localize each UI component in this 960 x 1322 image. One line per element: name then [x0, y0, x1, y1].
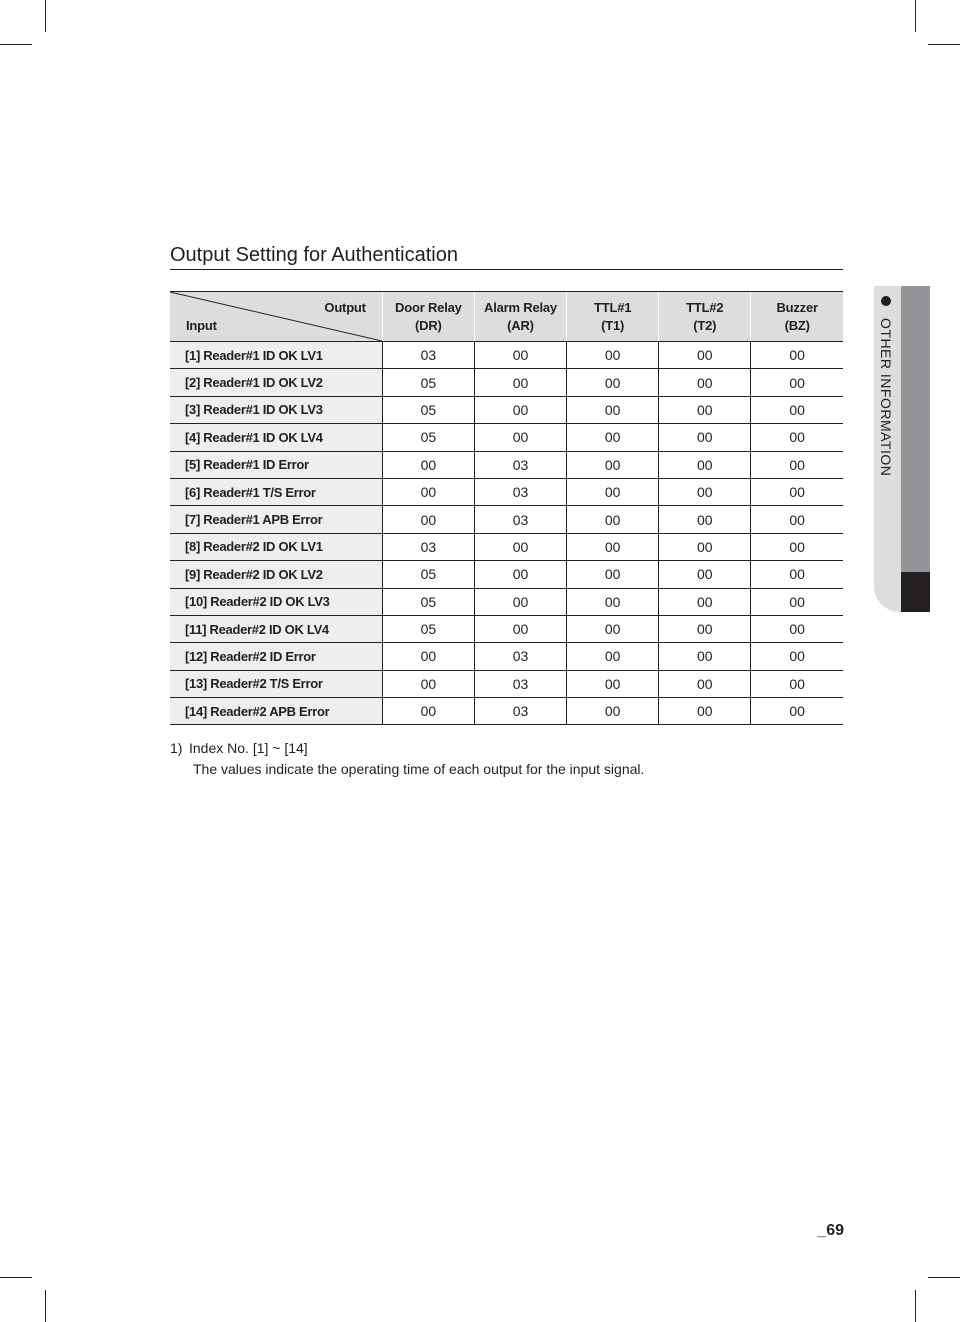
output-value-cell: 00 [382, 506, 474, 533]
column-header-code: (DR) [415, 317, 442, 333]
output-value-cell: 00 [751, 478, 843, 505]
output-value-cell: 00 [659, 698, 751, 725]
crop-mark [0, 1277, 32, 1278]
table-row [170, 342, 843, 369]
output-setting-table [170, 291, 843, 725]
output-value-cell: 00 [659, 478, 751, 505]
output-value-cell: 00 [659, 615, 751, 642]
output-value-cell: 00 [751, 451, 843, 478]
output-value-cell: 03 [474, 451, 566, 478]
bullet-dot-icon [881, 296, 891, 306]
output-value-cell: 00 [474, 615, 566, 642]
output-value-cell: 03 [382, 342, 474, 369]
output-value-cell: 00 [567, 506, 659, 533]
table-row [170, 588, 843, 615]
output-value-cell: 00 [567, 698, 659, 725]
output-value-cell: 03 [474, 506, 566, 533]
table-row [170, 451, 843, 478]
output-value-cell: 00 [751, 643, 843, 670]
section-title: Output Setting for Authentication [170, 244, 458, 266]
output-value-cell: 00 [659, 396, 751, 423]
output-value-cell: 00 [567, 396, 659, 423]
table-row [170, 615, 843, 642]
output-value-cell: 00 [474, 533, 566, 560]
output-value-cell: 00 [751, 506, 843, 533]
table-row [170, 506, 843, 533]
output-value-cell: 00 [474, 588, 566, 615]
table-header-row [170, 292, 843, 342]
input-signal-cell: [14] Reader#2 APB Error [170, 698, 382, 725]
input-signal-cell: [5] Reader#1 ID Error [170, 451, 382, 478]
corner-header [170, 292, 382, 342]
column-header-code: (T1) [601, 317, 625, 333]
footnote-number: 1) [170, 740, 183, 756]
output-value-cell: 00 [567, 588, 659, 615]
output-value-cell: 00 [751, 396, 843, 423]
column-header [751, 292, 843, 342]
output-value-cell: 00 [567, 478, 659, 505]
output-value-cell: 00 [751, 342, 843, 369]
input-signal-cell: [13] Reader#2 T/S Error [170, 670, 382, 697]
output-value-cell: 05 [382, 396, 474, 423]
column-header-code: (T2) [693, 317, 717, 333]
output-value-cell: 03 [474, 478, 566, 505]
output-value-cell: 00 [751, 670, 843, 697]
output-value-cell: 05 [382, 369, 474, 396]
table-row [170, 698, 843, 725]
output-value-cell: 00 [751, 615, 843, 642]
output-value-cell: 00 [567, 670, 659, 697]
output-value-cell: 00 [659, 506, 751, 533]
column-header-code: (AR) [507, 317, 534, 333]
output-value-cell: 03 [474, 698, 566, 725]
title-rule [170, 269, 843, 270]
output-value-cell: 00 [382, 478, 474, 505]
column-header-name: TTL#1 [593, 299, 632, 315]
output-value-cell: 03 [382, 533, 474, 560]
crop-mark [915, 0, 916, 32]
output-value-cell: 00 [567, 342, 659, 369]
output-value-cell: 05 [382, 561, 474, 588]
column-header [659, 292, 751, 342]
output-value-cell: 00 [659, 533, 751, 560]
output-value-cell: 00 [567, 533, 659, 560]
table-row [170, 670, 843, 697]
input-signal-cell: [11] Reader#2 ID OK LV4 [170, 615, 382, 642]
output-value-cell: 00 [751, 561, 843, 588]
crop-mark [915, 1290, 916, 1322]
output-value-cell: 00 [751, 533, 843, 560]
output-value-cell: 00 [659, 670, 751, 697]
column-header-name: Alarm Relay [484, 299, 557, 315]
crop-mark [45, 1290, 46, 1322]
table-row [170, 424, 843, 451]
page-number: _69 [817, 1222, 844, 1239]
input-signal-cell: [10] Reader#2 ID OK LV3 [170, 588, 382, 615]
column-header-code: (BZ) [784, 317, 810, 333]
input-signal-cell: [3] Reader#1 ID OK LV3 [170, 396, 382, 423]
crop-mark [0, 44, 32, 45]
input-signal-cell: [12] Reader#2 ID Error [170, 643, 382, 670]
output-value-cell: 00 [751, 424, 843, 451]
table-row [170, 561, 843, 588]
output-value-cell: 00 [567, 643, 659, 670]
column-header-name: TTL#2 [686, 299, 724, 315]
table-row [170, 369, 843, 396]
column-header-name: Buzzer [776, 299, 818, 315]
column-header [567, 292, 659, 342]
output-value-cell: 03 [474, 670, 566, 697]
column-header-name: Door Relay [395, 299, 462, 315]
input-signal-cell: [2] Reader#1 ID OK LV2 [170, 369, 382, 396]
output-value-cell: 00 [567, 615, 659, 642]
input-signal-cell: [9] Reader#2 ID OK LV2 [170, 561, 382, 588]
chapter-tab-label: OTHER INFORMATION [878, 318, 894, 477]
output-value-cell: 03 [474, 643, 566, 670]
crop-mark [928, 44, 960, 45]
crop-mark [928, 1277, 960, 1278]
output-value-cell: 00 [474, 424, 566, 451]
output-value-cell: 00 [659, 588, 751, 615]
input-signal-cell: [1] Reader#1 ID OK LV1 [170, 342, 382, 369]
table-row [170, 643, 843, 670]
output-value-cell: 00 [659, 342, 751, 369]
output-value-cell: 00 [382, 643, 474, 670]
output-value-cell: 00 [659, 369, 751, 396]
crop-mark [45, 0, 46, 32]
output-value-cell: 05 [382, 588, 474, 615]
input-signal-cell: [7] Reader#1 APB Error [170, 506, 382, 533]
output-value-cell: 00 [474, 369, 566, 396]
output-value-cell: 00 [567, 369, 659, 396]
output-value-cell: 00 [474, 561, 566, 588]
output-value-cell: 00 [474, 396, 566, 423]
table-row [170, 478, 843, 505]
input-signal-cell: [8] Reader#2 ID OK LV1 [170, 533, 382, 560]
column-header [474, 292, 566, 342]
output-value-cell: 00 [659, 424, 751, 451]
output-value-cell: 00 [567, 451, 659, 478]
input-signal-cell: [4] Reader#1 ID OK LV4 [170, 424, 382, 451]
output-value-cell: 05 [382, 424, 474, 451]
output-value-cell: 00 [474, 342, 566, 369]
output-value-cell: 00 [659, 643, 751, 670]
corner-output-label: Output [324, 300, 366, 315]
table-row [170, 533, 843, 560]
output-value-cell: 00 [567, 424, 659, 451]
output-value-cell: 00 [382, 451, 474, 478]
corner-input-label: Input [186, 318, 217, 333]
output-value-cell: 00 [751, 588, 843, 615]
footnote-line-1: Index No. [1] ~ [14] [189, 740, 308, 756]
output-value-cell: 00 [382, 698, 474, 725]
output-value-cell: 00 [659, 561, 751, 588]
output-value-cell: 00 [382, 670, 474, 697]
input-signal-cell: [6] Reader#1 T/S Error [170, 478, 382, 505]
output-value-cell: 00 [567, 561, 659, 588]
output-value-cell: 05 [382, 615, 474, 642]
table-row [170, 396, 843, 423]
output-value-cell: 00 [659, 451, 751, 478]
column-header [382, 292, 474, 342]
table-body [170, 342, 843, 725]
footnote-line-2: The values indicate the operating time of each output for the input signal. [193, 761, 645, 777]
output-value-cell: 00 [751, 369, 843, 396]
output-value-cell: 00 [751, 698, 843, 725]
